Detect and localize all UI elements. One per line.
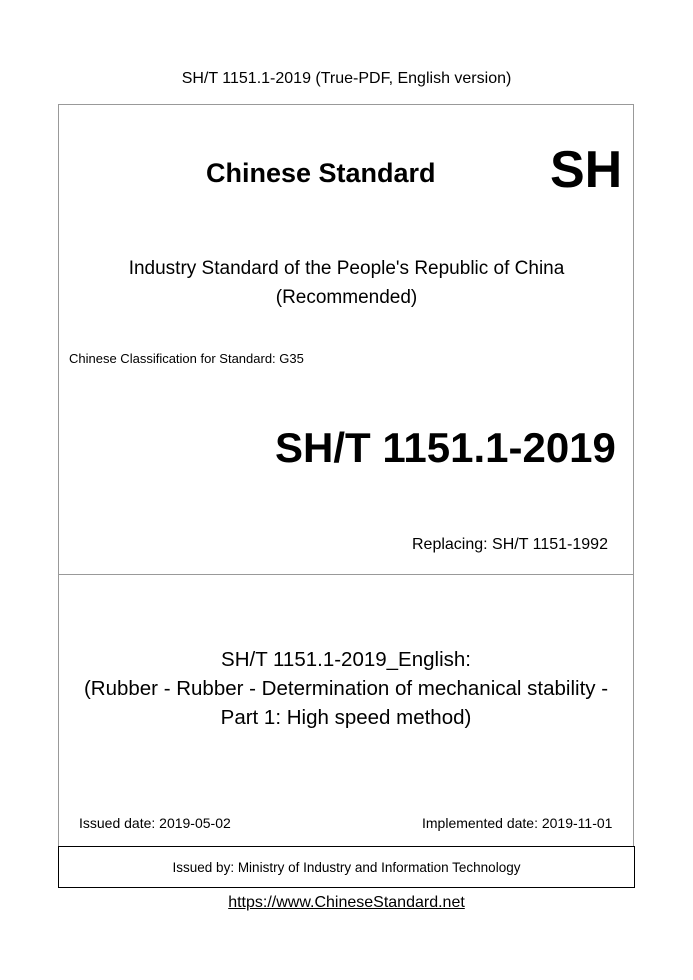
document-header: SH/T 1151.1-2019 (True-PDF, English version) xyxy=(181,70,512,87)
cover-heading: Chinese Standard xyxy=(206,158,436,188)
issued-date: Issued date: 2019-05-02 xyxy=(79,815,231,831)
issuer-text: Issued by: Ministry of Industry and Information Technology xyxy=(172,860,521,875)
classification-text: Chinese Classification for Standard: G35 xyxy=(69,351,304,366)
title-line-1: SH/T 1151.1-2019_English: xyxy=(221,648,471,671)
recommended-line: (Recommended) xyxy=(275,287,418,308)
website-link[interactable]: https://www.ChineseStandard.net xyxy=(228,894,465,911)
standard-number: SH/T 1151.1-2019 xyxy=(275,424,616,471)
title-line-2: (Rubber - Rubber - Determination of mechanical stability - xyxy=(83,677,609,700)
implemented-date: Implemented date: 2019-11-01 xyxy=(422,815,613,831)
standard-mark: SH xyxy=(550,141,623,199)
industry-standard-line: Industry Standard of the People's Republic of China xyxy=(128,258,565,279)
replacing-text: Replacing: SH/T 1151-1992 xyxy=(412,536,608,553)
title-line-3: Part 1: High speed method) xyxy=(220,706,472,729)
